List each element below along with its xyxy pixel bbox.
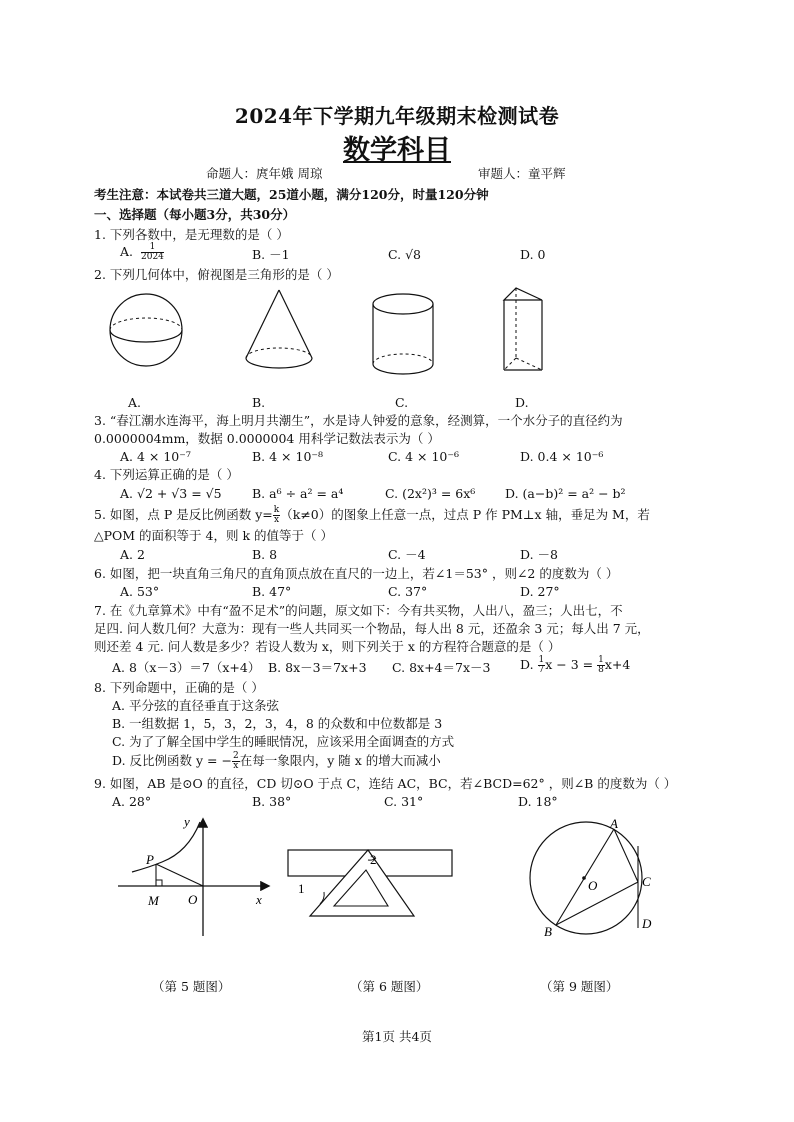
setter-line: 命题人：庹年娥 周琼 (206, 166, 323, 181)
q9-option-c: C. 31° (384, 794, 424, 809)
q3-option-b: B. 4 × 10⁻⁸ (252, 449, 324, 464)
fig5-caption: （第 5 题图） (152, 979, 231, 994)
q7-option-c: C. 8x+4＝7x－3 (392, 660, 491, 675)
fig9-label-d: D (642, 916, 652, 931)
q6-stem: 6. 如图，把一块直角三角尺的直角顶点放在直尺的一边上，若∠1＝53° ，则∠2 的度数为（ ） (94, 566, 619, 581)
exam-notice: 考生注意：本试卷共三道大题，25道小题，满分120分，时量120分钟 (94, 187, 489, 202)
reviewer-line: 审题人：童平辉 (478, 166, 566, 181)
q9-stem: 9. 如图，AB 是⊙O 的直径，CD 切⊙O 于点 C，连结 AC，BC，若∠BCD=62° ，则∠B 的度数为（ ） (94, 776, 677, 791)
fig5-label-p: P (146, 852, 154, 867)
q6-option-c: C. 37° (388, 584, 428, 599)
q3-option-d: D. 0.4 × 10⁻⁶ (520, 449, 604, 464)
q5-option-b: B. 8 (252, 547, 278, 562)
q5-option-c: C. －4 (388, 547, 426, 562)
cylinder-figure (370, 292, 436, 378)
q3-option-a: A. 4 × 10⁻⁷ (120, 449, 191, 464)
q5-option-a: A. 2 (120, 547, 145, 562)
q2-stem: 2. 下列几何体中，俯视图是三角形的是（ ） (94, 267, 339, 282)
q3-stem-line2: 0.0000004mm，数据 0.0000004 用科学记数法表示为（ ） (94, 431, 440, 446)
sphere-figure (106, 290, 186, 370)
q5-stem-line2: △POM 的面积等于 4，则 k 的值等于（ ） (94, 528, 333, 543)
fig5-label-x: x (256, 892, 262, 907)
q8-option-c: C. 为了了解全国中学生的睡眠情况，应该采用全面调查的方式 (112, 734, 455, 749)
q1-option-b: B. －1 (252, 247, 290, 262)
q8-stem: 8. 下列命题中，正确的是（ ） (94, 680, 264, 695)
fig9-label-a: A (610, 816, 618, 831)
figure-9 (520, 812, 660, 942)
fig5-label-o: O (188, 892, 198, 907)
figure-6 (286, 846, 456, 922)
q7-option-d: D. $\frac{1}{7}$ x − 3 = $\frac{1}{8}$ x+4 (520, 655, 631, 675)
subject-title: 数学科目 (343, 135, 451, 166)
section-heading: 一、选择题（每小题3分，共30分） (94, 207, 296, 222)
q5-option-d: D. －8 (520, 547, 558, 562)
q1-option-a: A. $\frac{1}{2024}$ (120, 242, 164, 262)
q4-option-c: C. (2x²)³ = 6x⁶ (385, 486, 476, 501)
q9-option-d: D. 18° (518, 794, 558, 809)
figure-5 (110, 812, 280, 942)
cone-figure (243, 288, 315, 374)
triangular-prism-figure (498, 286, 548, 376)
q9-option-a: A. 28° (112, 794, 152, 809)
q4-stem: 4. 下列运算正确的是（ ） (94, 467, 239, 482)
q9-option-b: B. 38° (252, 794, 292, 809)
q4-option-b: B. a⁶ ÷ a² = a⁴ (252, 486, 344, 501)
q6-option-b: B. 47° (252, 584, 292, 599)
q5-stem-line1: 5. 如图，点 P 是反比例函数 y= $\frac{k}{x}$ （k≠0）的图象上任意一点，过点 P 作 PM⊥x 轴，垂足为 M，若 (94, 505, 650, 525)
fig6-caption: （第 6 题图） (350, 979, 429, 994)
fig9-label-o: O (588, 878, 598, 893)
q3-stem-line1: 3. “春江潮水连海平，海上明月共潮生”，水是诗人钟爱的意象，经测算，一个水分子的直径约为 (94, 413, 623, 428)
q3-option-c: C. 4 × 10⁻⁶ (388, 449, 459, 464)
fig6-label-2: 2 (370, 852, 377, 867)
q2-option-b: B. (252, 395, 266, 410)
q7-stem-line3: 则还差 4 元. 问人数是多少？若设人数为 x，则下列关于 x 的方程符合题意的是（ ） (94, 639, 561, 654)
fig9-caption: （第 9 题图） (540, 979, 619, 994)
fig5-label-y: y (184, 814, 190, 829)
q6-option-a: A. 53° (120, 584, 160, 599)
q7-option-b: B. 8x－3＝7x+3 (268, 660, 367, 675)
fig9-label-c: C (642, 874, 651, 889)
q2-option-a: A. (128, 395, 142, 410)
q1-stem: 1. 下列各数中，是无理数的是（ ） (94, 227, 289, 242)
fig6-label-1: 1 (298, 881, 305, 896)
exam-title: 2024年下学期九年级期末检测试卷 (234, 104, 560, 128)
q2-option-c: C. (395, 395, 409, 410)
q4-option-a: A. √2 + √3 = √5 (120, 486, 222, 501)
q8-option-a: A. 平分弦的直径垂直于这条弦 (112, 698, 279, 713)
fig9-label-b: B (544, 924, 552, 939)
page-footer: 第1页 共4页 (362, 1029, 432, 1044)
q8-option-d: D. 反比例函数 y = − $\frac{2}{x}$ 在每一象限内，y 随 x 的增大而减小 (112, 751, 441, 771)
q8-option-b: B. 一组数据 1，5，3，2，3，4，8 的众数和中位数都是 3 (112, 716, 443, 731)
q6-option-d: D. 27° (520, 584, 560, 599)
fig5-label-m: M (148, 893, 159, 908)
q1-option-d: D. 0 (520, 247, 546, 262)
q7-option-a: A. 8（x－3）＝7（x+4） (112, 660, 261, 675)
q2-option-d: D. (515, 395, 529, 410)
q7-stem-line1: 7. 在《九章算术》中有“盈不足术”的问题，原文如下：今有共买物，人出八，盈三；人出七，不 (94, 603, 623, 618)
q1-option-c: C. √8 (388, 247, 421, 262)
q4-option-d: D. (a−b)² = a² − b² (505, 486, 626, 501)
q7-stem-line2: 足四. 问人数几何？大意为：现有一些人共同买一个物品，每人出 8 元，还盈余 3 元；每人出 7 元， (94, 621, 650, 636)
